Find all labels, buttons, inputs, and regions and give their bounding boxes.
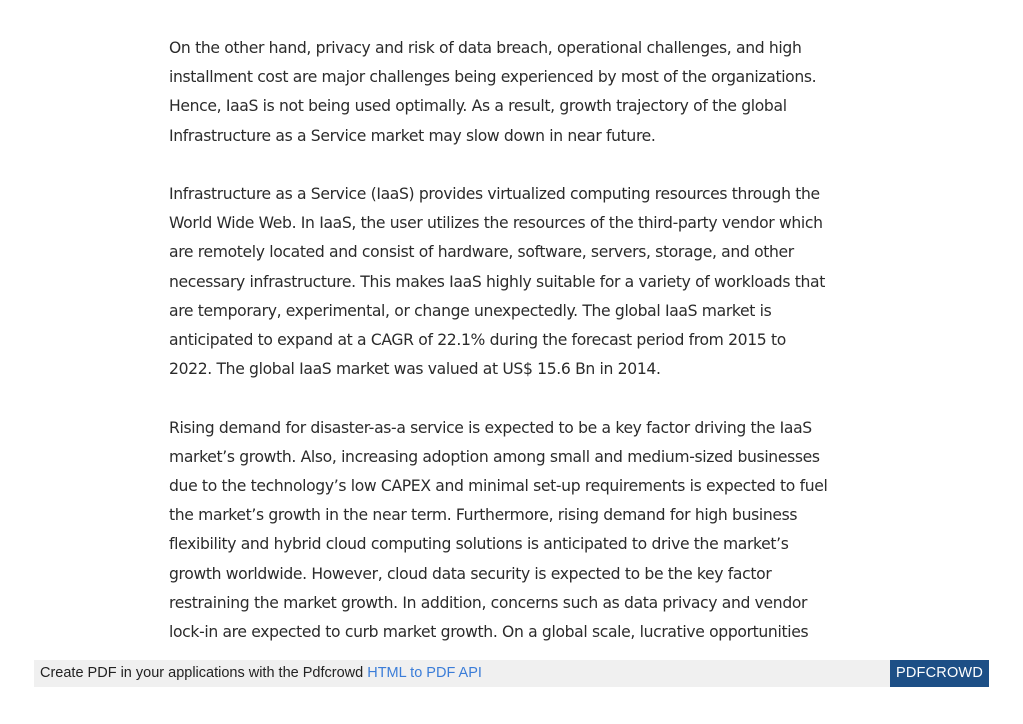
pdfcrowd-footer-bar: [34, 660, 989, 687]
text-line: are remotely located and consist of hardware, software, servers, storage, and other: [169, 243, 794, 262]
text-line: anticipated to expand at a CAGR of 22.1% during the forecast period from 2015 to: [169, 331, 786, 350]
text-line: are temporary, experimental, or change unexpectedly. The global IaaS market is: [169, 301, 772, 320]
text-line: restraining the market growth. In addition, concerns such as data privacy and vendor: [169, 593, 808, 612]
text-line: installment cost are major challenges being experienced by most of the organizations.: [169, 68, 817, 87]
text-line: due to the technology’s low CAPEX and minimal set-up requirements is expected to fuel: [169, 477, 828, 496]
article-body: [169, 34, 869, 676]
text-line: growth worldwide. However, cloud data security is expected to be the key factor: [169, 564, 772, 583]
footer-prefix: Create PDF in your applications with the Pdfcrowd: [40, 665, 368, 681]
text-line: 2022. The global IaaS market was valued at US$ 15.6 Bn in 2014.: [169, 360, 661, 379]
footer-text: [40, 665, 482, 681]
paragraph-market-drivers: [169, 414, 869, 648]
pdfcrowd-brand-button[interactable]: PDFCROWD: [890, 660, 989, 687]
html-to-pdf-api-link[interactable]: HTML to PDF API: [367, 665, 482, 681]
text-line: Infrastructure as a Service market may slow down in near future.: [169, 126, 656, 145]
text-line: flexibility and hybrid cloud computing solutions is anticipated to drive the market’s: [169, 535, 789, 554]
text-line: Rising demand for disaster-as-a service is expected to be a key factor driving the IaaS: [169, 418, 812, 437]
paragraph-iaas-definition: [169, 180, 869, 384]
text-line: necessary infrastructure. This makes IaaS highly suitable for a variety of workloads that: [169, 272, 825, 291]
text-line: market’s growth. Also, increasing adoption among small and medium-sized businesses: [169, 447, 820, 466]
text-line: Hence, IaaS is not being used optimally. As a result, growth trajectory of the global: [169, 97, 787, 116]
text-line: World Wide Web. In IaaS, the user utilizes the resources of the third-party vendor which: [169, 214, 823, 233]
paragraph-challenges: [169, 34, 869, 151]
text-line: Infrastructure as a Service (IaaS) provides virtualized computing resources through the: [169, 185, 820, 203]
text-line: On the other hand, privacy and risk of data breach, operational challenges, and high: [169, 39, 802, 57]
text-line: lock-in are expected to curb market growth. On a global scale, lucrative opportunities: [169, 623, 809, 642]
text-line: the market’s growth in the near term. Furthermore, rising demand for high business: [169, 506, 798, 525]
